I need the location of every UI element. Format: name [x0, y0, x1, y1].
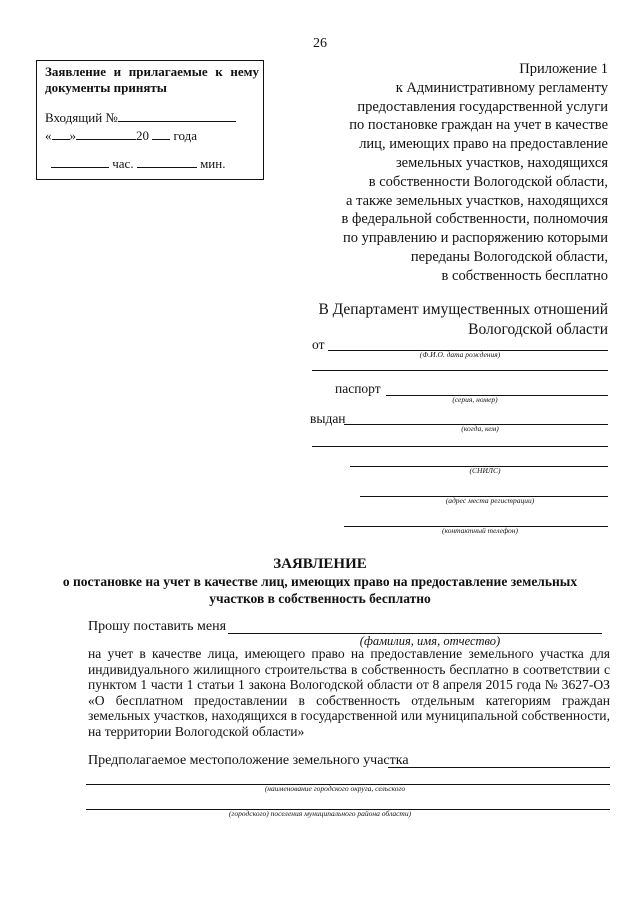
from-label: от	[312, 337, 325, 352]
statement-title: ЗАЯВЛЕНИЕ	[273, 556, 367, 572]
time-row	[51, 155, 225, 172]
minutes-label: мин.	[200, 156, 226, 171]
issued-field-continued[interactable]	[312, 446, 608, 447]
appendix-line: Приложение 1	[519, 61, 608, 77]
passport-hint: (серия, номер)	[452, 395, 498, 404]
appendix-line: в собственность бесплатно	[441, 267, 608, 284]
month-field[interactable]	[76, 127, 136, 140]
hours-label: час.	[112, 156, 134, 171]
issued-hint: (когда, кем)	[461, 424, 499, 433]
statement-subtitle-line-1: о постановке на учет в качестве лиц, имеющих право на предоставление земельных	[62, 574, 578, 589]
issued-label: выдан	[310, 411, 346, 426]
acceptance-stamp-box	[36, 60, 264, 180]
incoming-number-field[interactable]	[118, 109, 236, 122]
appendix-header	[288, 60, 608, 286]
addressee-line-1: В Департамент имущественных отношений	[318, 301, 608, 318]
from-hint: (Ф.И.О. дата рождения)	[419, 350, 501, 359]
appendix-line: а также земельных участков, находящихся	[346, 192, 608, 209]
addressee-line-2: Вологодской области	[468, 321, 608, 338]
incoming-number-label: Входящий №	[45, 110, 118, 125]
snils-hint: (СНИЛС)	[469, 466, 501, 475]
request-label: Прошу поставить меня	[88, 619, 227, 634]
year-field[interactable]	[152, 127, 170, 140]
year-prefix: 20	[136, 128, 149, 143]
from-field-continued[interactable]	[312, 370, 608, 371]
phone-hint: (контактный телефон)	[441, 526, 519, 535]
appendix-line: предоставления государственной услуги	[357, 98, 608, 115]
day-field[interactable]	[52, 127, 70, 140]
appendix-line: по управлению и распоряжению которыми	[342, 230, 608, 247]
appendix-line: по постановке граждан на учет в качестве	[349, 117, 608, 134]
appendix-line: переданы Вологодской области,	[410, 248, 608, 265]
appendix-line: в федеральной собственности, полномочия	[341, 211, 608, 228]
statement-subtitle-line-2: участков в собственность бесплатно	[209, 591, 431, 606]
hours-field[interactable]	[51, 155, 109, 168]
stamp-title: Заявление и прилагаемые к нему документы приняты	[45, 64, 259, 95]
location-label: Предполагаемое местоположение земельного участка	[88, 753, 409, 768]
appendix-line: земельных участков, находящихся	[395, 154, 608, 171]
statement-body: на учет в качестве лица, имеющего право на предоставление земельного участка для индивидуального жилищного строительства в собственность бесплатно в соответствии с пунктом 1 части 1 статьи 1 закона Вологодской области от 8 апреля 2015 года № 3627-ОЗ «О бесплатном предоставлении в собственность отдельным категориям граждан земельных участков, находящихся в государственной или муниципальной собственности, на территории Вологодской области»	[88, 646, 610, 739]
date-row	[45, 127, 197, 144]
date-open-quote: «	[45, 128, 52, 143]
appendix-line: в собственности Вологодской области,	[368, 173, 608, 190]
address-hint: (адрес места регистрации)	[445, 496, 535, 505]
year-suffix: года	[173, 128, 198, 143]
fio-hint: (фамилия, имя, отчество)	[359, 634, 501, 648]
minutes-field[interactable]	[137, 155, 197, 168]
incoming-number-row	[45, 109, 236, 126]
location-hint-2: (городского) поселения муниципального района области)	[228, 809, 412, 818]
appendix-line: лиц, имеющих право на предоставление	[359, 136, 608, 153]
location-hint-1: (наименование городского округа, сельского	[264, 784, 406, 793]
addressee-block	[288, 300, 608, 340]
location-field[interactable]	[388, 767, 610, 768]
appendix-line: к Административному регламенту	[395, 79, 608, 96]
date-close-quote: »	[69, 128, 76, 143]
page-number: 26	[313, 36, 327, 51]
passport-label: паспорт	[335, 381, 381, 396]
